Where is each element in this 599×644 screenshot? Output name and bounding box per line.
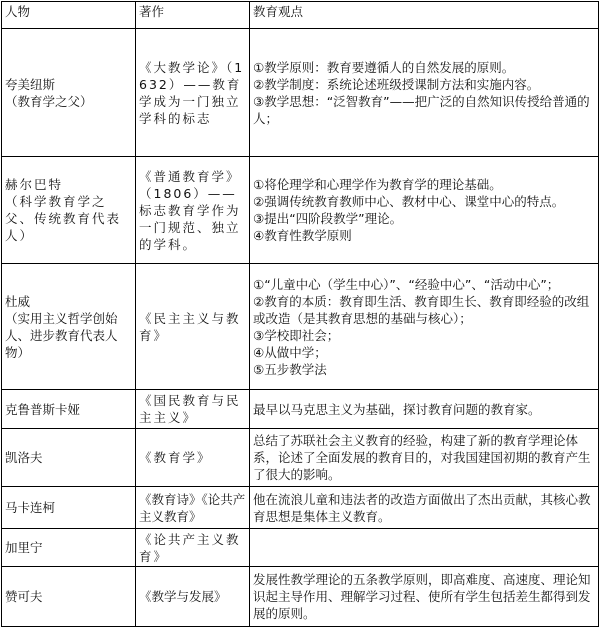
views-cell: [250, 567, 599, 627]
person-cell: [2, 29, 136, 157]
view-item: ②教育的本质：教育即生活、教育即生长、教育即经验的改组或改造（是其教育思想的基础与核心）；: [253, 293, 590, 326]
view-item: ④教育性教学原则: [253, 228, 352, 243]
header-row: [2, 2, 599, 29]
header-person: 人物: [2, 2, 136, 29]
header-works: 著作: [136, 2, 250, 29]
header-views: 教育观点: [250, 2, 599, 29]
table-row: [2, 487, 599, 529]
view-item: ③学校即社会；: [253, 327, 340, 343]
views-cell: [250, 429, 599, 487]
view-item: 发展性教学理论的五条教学原则，即高难度、高速度、理论知识起主导作用、理解学习过程、使所有学生包括差生都得到发展的原则。: [253, 572, 591, 621]
views-cell: [250, 264, 599, 390]
works-cell: 《普通教育学》（1806）——标志教育学作为一门规范、独立的学科。: [136, 157, 250, 264]
view-item: ③教学思想：“泛智教育”——把广泛的自然知识传授给普通的人；: [253, 93, 590, 126]
person-name: 加里宁: [5, 540, 43, 555]
views-cell: [250, 157, 599, 264]
table-row: [2, 529, 599, 567]
works-cell: 《民主主义与教育》: [136, 264, 250, 390]
person-name: 马卡连柯: [5, 500, 56, 515]
table-row: [2, 567, 599, 627]
person-cell: [2, 529, 136, 567]
person-name: 凯洛夫: [5, 450, 43, 465]
person-cell: [2, 487, 136, 529]
person-name: 夸美纽斯: [5, 76, 56, 92]
works-cell: 《国民教育与民主主义》: [136, 390, 250, 429]
view-item: ①将伦理学和心理学作为教育学的理论基础。: [253, 177, 502, 192]
table-row: [2, 390, 599, 429]
views-cell: [250, 487, 599, 529]
view-item: ④从做中学；: [253, 344, 327, 360]
person-title: （科学教育学之父、传统教育代表人）: [5, 194, 122, 243]
person-name: 杜威: [5, 293, 31, 309]
person-name: 赫尔巴特: [5, 177, 64, 192]
table-row: [2, 429, 599, 487]
person-title: （教育学之父）: [5, 93, 93, 109]
works-cell: 《教学与发展》: [136, 567, 250, 627]
person-name: 赞可夫: [5, 589, 43, 604]
table-row: [2, 157, 599, 264]
person-cell: [2, 157, 136, 264]
view-item: 他在流浪儿童和违法者的改造方面做出了杰出贡献，其核心教育思想是集体主义教育。: [253, 491, 591, 524]
table-row: [2, 264, 599, 390]
person-cell: [2, 567, 136, 627]
views-cell-empty: [250, 529, 599, 567]
works-cell: 《教育诗》《论共产主义教育》: [136, 487, 250, 529]
works-cell: 《教育学》: [136, 429, 250, 487]
view-item: 最早以马克思主义为基础，探讨教育问题的教育家。: [253, 401, 541, 417]
person-cell: [2, 264, 136, 390]
views-cell: [250, 390, 599, 429]
view-item: ⑤五步教学法: [253, 361, 327, 377]
view-item: ①教学原则：教育要遵循人的自然发展的原则。: [253, 59, 515, 75]
person-cell: [2, 390, 136, 429]
person-name: 克鲁普斯卡娅: [5, 401, 81, 417]
person-title: （实用主义哲学创始人、进步教育代表人物）: [5, 310, 118, 360]
view-item: 总结了苏联社会主义教育的经验，构建了新的教育学理论体系，论述了全面发展的教育目的，对我国建国初期的教育产生了很大的影响。: [253, 433, 591, 482]
view-item: ①“儿童中心（学生中心）”、“经验中心”、“活动中心”；: [253, 276, 560, 292]
table-row: [2, 29, 599, 157]
view-item: ②强调传统教育教师中心、教材中心、课堂中心的特点。: [253, 194, 565, 209]
views-cell: [250, 29, 599, 157]
education-figures-table: [1, 1, 599, 627]
view-item: ③提出“四阶段教学”理论。: [253, 211, 403, 226]
view-item: ②教学制度：系统论述班级授课制方法和实施内容。: [253, 76, 540, 92]
works-cell: 《大教学论》（1632）——教育学成为一门独立学科的标志: [136, 29, 250, 157]
works-cell: 《论共产主义教育》: [136, 529, 250, 567]
person-cell: [2, 429, 136, 487]
